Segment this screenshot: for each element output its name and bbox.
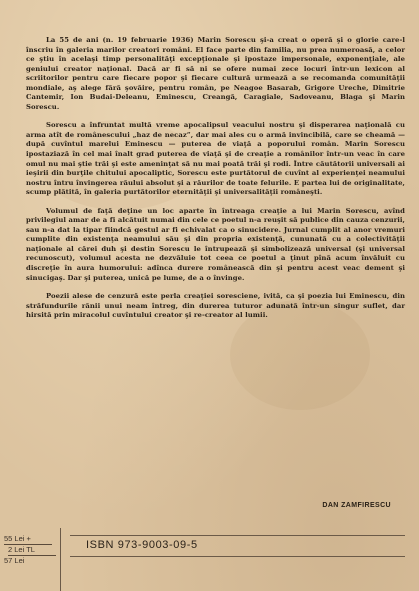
paragraph-2: Sorescu a înfruntat multă vreme apocalipsul veacului nostru şi disperarea naţională cu arma atît de românescului „haz de necaz”, dar mai ales cu o armă invincibilă, care se cheamă — după cuvîntul marelui Eminescu — puterea de viaţă a poporului român. Marin Sorescu ipostaziază în cel mai înalt grad puterea de viaţă şi de creaţie a românilor într-un veac în care omul nu mai ştie trăi şi este ameninţat să nu mai poată trăi şi rodi. Între căutătorii universali ai ieşirii din burţile chitului apocaliptic, Sorescu este purtătorul de cuvînt al experienţei neamului nostru întru învingerea răului absolut şi a răurilor de toate felurile. E partea lui de originalitate, scump plătită, în galeria purtătorilor eternităţii şi universalităţii româneşti. <box>26 121 405 197</box>
preface-text <box>26 36 405 321</box>
isbn-box <box>70 535 405 557</box>
price-separator-line <box>60 528 61 591</box>
price-total: 57 Lei <box>4 556 25 565</box>
author-signature: DAN ZAMFIRESCU <box>322 502 391 509</box>
price-line-2: 2 Lei TL <box>8 545 35 554</box>
paragraph-3: Volumul de faţă deţine un loc aparte în întreaga creaţie a lui Marin Sorescu, avînd privilegiul amar de a fi alcătuit numai din cele ce poetul n-a reuşit să publice din cauza cenzurii, sau n-a dat la tipar fiindcă gestul ar fi echivalat ca o sinucidere. Jurnal cumplit al anor vremuri cumplite din existenţa neamului său şi din propria existenţă, cununată cu a colectivităţii naţionale al cărei duh şi destin Sorescu le întrupează şi simbolizează universal (şi universal recunoscut), volumul acesta ne dezvăluie tot ceea ce poetul a ţinut pînă acum învăluit cu discreţie în aura humorului: adînca durere românească din şi pentru acest veac dement şi sinucigaş. Dar şi puterea, unică pe lume, de a o învinge. <box>26 206 405 282</box>
isbn-number: ISBN 973-9003-09-5 <box>86 539 198 551</box>
price-line-1: 55 Lei + <box>4 534 31 543</box>
paragraph-1: La 55 de ani (n. 19 februarie 1936) Marin Sorescu şi-a creat o operă şi o glorie care-l înscriu în galeria marilor creatori români. El face parte din familia, nu prea numeroasă, a celor ce ştiu în acelaşi timp personalităţi excepţionale şi ipostaze impersonale, exponenţiale, ale geniului creator naţional. Dacă ar fi să ni se ofere numai zece locuri într-un lexicon al scriitorilor pentru care fiecare popor şi fiecare cultură urmează a se recomanda comunităţii mondiale, aş alege fără şovăire, pentru român, pe Neagoe Basarab, Grigore Ureche, Dimitrie Cantemir, Ion Budai-Deleanu, Eminescu, Creangă, Caragiale, Sadoveanu, Blaga şi Marin Sorescu. <box>26 36 405 111</box>
price-block <box>4 534 58 566</box>
paragraph-4: Poezii alese de cenzură este perla creaţiei soresciene, ivită, ca şi poezia lui Eminescu, din străfundurile rănii unui neam întreg, din durerea tuturor adunată într-un singur suflet, dar hirsită prin miracolul cuvîntului creator şi re-creator al lumii. <box>26 292 405 320</box>
